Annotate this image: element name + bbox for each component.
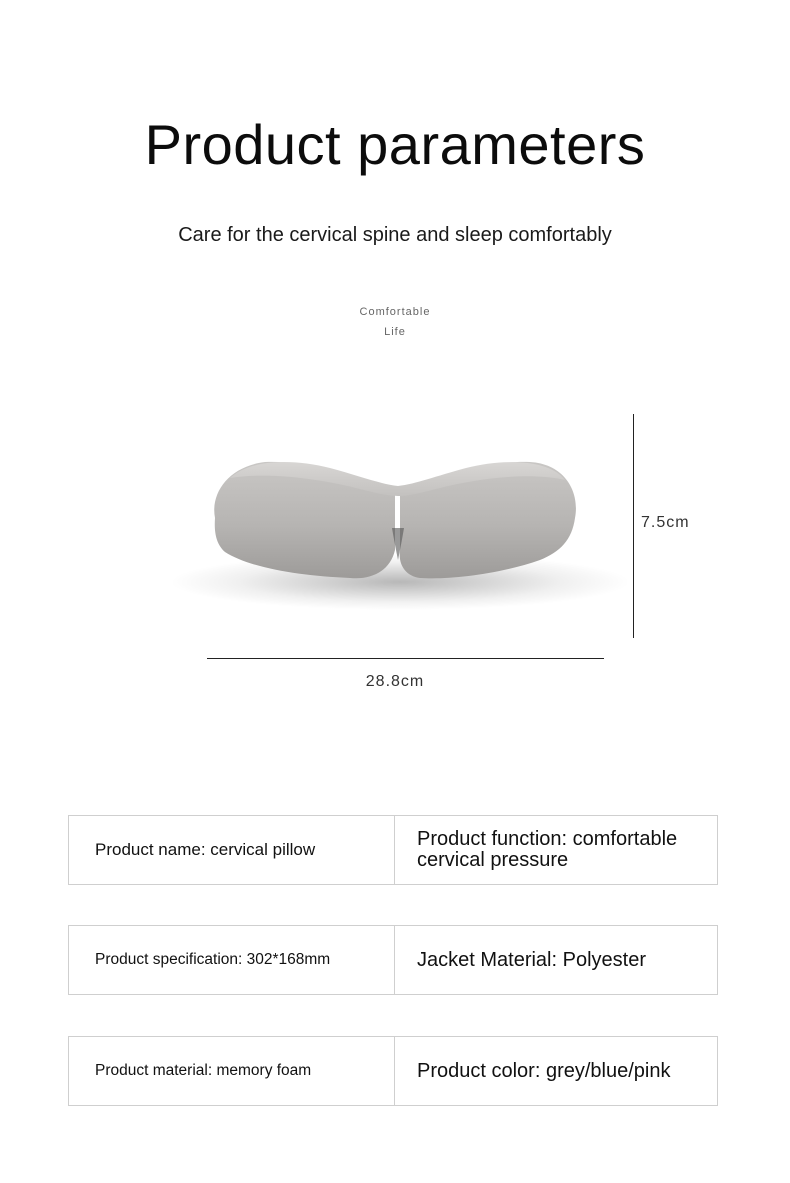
height-dimension-line [633, 414, 634, 638]
width-dimension-label: 28.8cm [365, 673, 425, 690]
spec-cell-product-function: Product function: comfortable cervical pressure [417, 828, 678, 871]
cervical-pillow-illustration [60, 400, 660, 660]
spec-cell-jacket-material: Jacket Material: Polyester [417, 948, 646, 971]
brand-tag [345, 302, 445, 342]
width-dimension-line [207, 658, 604, 659]
spec-row [68, 1036, 718, 1106]
spec-row [68, 925, 718, 995]
spec-cell-product-material: Product material: memory foam [69, 1037, 395, 1105]
brand-tag-line1: Comfortable [359, 306, 431, 318]
spec-cell-product-name: Product name: cervical pillow [69, 816, 395, 884]
spec-row [68, 815, 718, 885]
brand-tag-line2: Life [384, 326, 406, 338]
spec-cell-product-specification: Product specification: 302*168mm [69, 926, 395, 994]
cervical-pillow-image [60, 400, 660, 660]
spec-cell-product-color: Product color: grey/blue/pink [417, 1059, 671, 1082]
height-dimension-label: 7.5cm [641, 514, 690, 531]
page-title: Product parameters [144, 113, 646, 176]
page-subtitle: Care for the cervical spine and sleep comfortably [178, 224, 612, 246]
